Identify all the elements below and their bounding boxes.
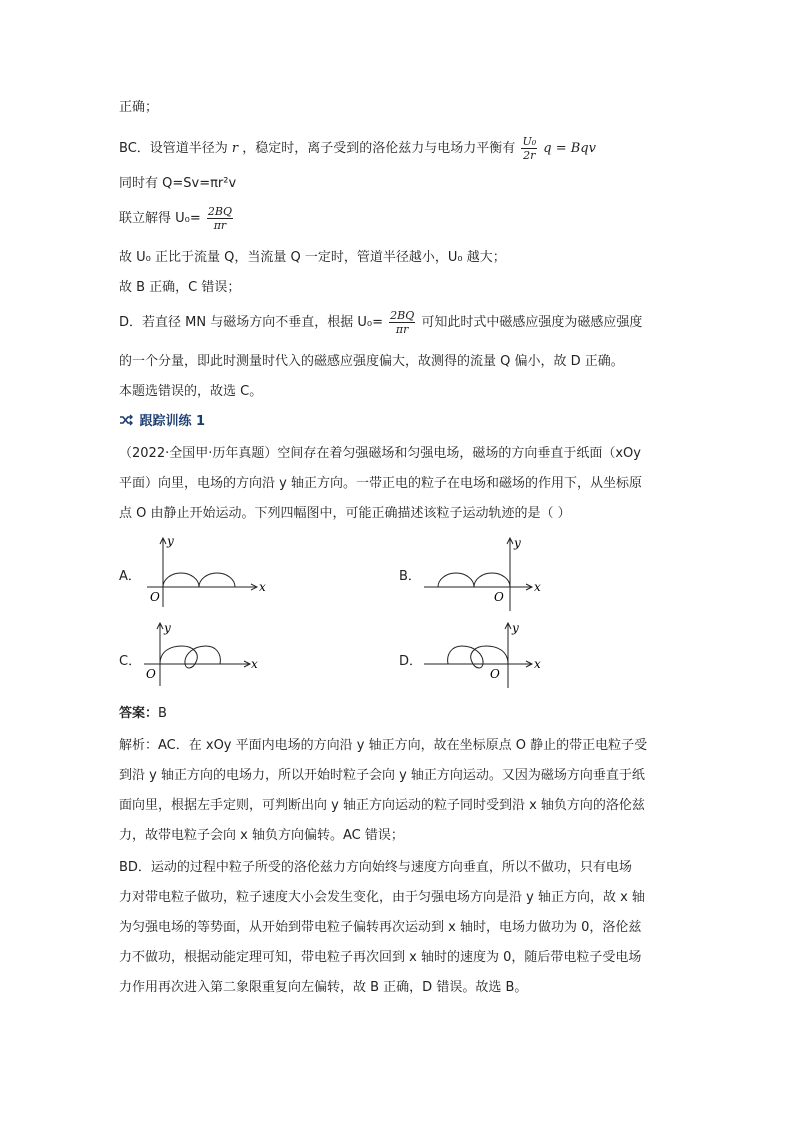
solution-line-3: 同时有 Q=Sv=πr²v	[119, 176, 237, 191]
origin-label: O	[490, 667, 500, 681]
d-prefix: D．若直径 MN 与磁场方向不垂直，根据 U₀=	[119, 315, 383, 330]
answer-line	[119, 704, 167, 724]
option-b-label: B．	[399, 569, 421, 584]
bc-r: r	[231, 141, 239, 156]
d-tail: 可知此时式中磁感应强度为磁感应强度	[421, 315, 643, 330]
option-a-label: A．	[119, 569, 141, 584]
bc-mid: ，稳定时，离子受到的洛伦兹力与电场力平衡有	[242, 141, 516, 156]
question-line-1: （2022·全国甲·历年真题）空间存在着匀强磁场和匀强电场，磁场的方向垂直于纸面（xOy	[119, 446, 641, 461]
line4-fraction	[207, 205, 233, 232]
explanation-line-1: 解析：AC．在 xOy 平面内电场的方向沿 y 轴正方向，故在坐标原点 O 静止的带正电粒子受	[119, 738, 648, 753]
origin-label: O	[494, 590, 504, 604]
solution-line-1: 正确；	[119, 100, 159, 115]
line4-fraction-numerator: 2BQ	[207, 205, 233, 218]
answer-value: B	[158, 706, 167, 721]
explanation-line-8: 力不做功，根据动能定理可知，带电粒子再次回到 x 轴时的速度为 0，随后带电粒子受电场	[119, 950, 642, 965]
axis-x-label: x	[534, 657, 541, 671]
explanation-line-3: 面向里，根据左手定则，可判断出向 y 轴正方向运动的粒子同时受到沿 x 轴负方向的洛伦兹	[119, 798, 645, 813]
explanation-line-4: 力，故带电粒子会向 x 轴负方向偏转。AC 错误；	[119, 828, 404, 843]
origin-label: O	[146, 667, 156, 681]
axis-x-label: x	[259, 580, 266, 594]
explanation-line-2: 到沿 y 轴正方向的电场力，所以开始时粒子会向 y 轴正方向运动。又因为磁场方向垂直于纸	[119, 768, 645, 783]
solution-line-bc	[119, 134, 596, 164]
axis-x-label: x	[251, 657, 258, 671]
solution-line-4	[119, 204, 235, 234]
explanation-line-5: BD．运动的过程中粒子所受的洛伦兹力方向始终与速度方向垂直，所以不做功，只有电场	[119, 860, 632, 875]
option-d-label: D．	[399, 654, 423, 669]
question-line-2: 平面）向里，电场的方向沿 y 轴正方向。一带正电的粒子在电场和磁场的作用下，从坐标原	[119, 476, 642, 491]
solution-line-6: 故 B 正确，C 错误；	[119, 280, 241, 295]
section-title: 跟踪训练 1	[139, 414, 206, 429]
option-c-label: C．	[119, 654, 142, 669]
option-c-diagram	[140, 620, 265, 690]
axis-y-label: y	[514, 536, 521, 550]
d-fraction	[389, 309, 415, 336]
axis-y-label: y	[512, 621, 519, 635]
axis-y-label: y	[167, 535, 174, 548]
bc-fraction	[521, 135, 537, 162]
axis-y-label: y	[164, 621, 171, 635]
solution-line-9: 本题选错误的，故选 C。	[119, 384, 263, 399]
question-line-3: 点 O 由静止开始运动。下列四幅图中，可能正确描述该粒子运动轨迹的是（ ）	[119, 506, 571, 521]
explanation-line-7: 为匀强电场的等势面，从开始到带电粒子偏转再次运动到 x 轴时，电场力做功为 0，洛伦兹	[119, 920, 642, 935]
d-fraction-numerator: 2BQ	[390, 309, 415, 322]
shuffle-icon	[119, 413, 133, 425]
d-fraction-denominator: πr	[395, 323, 409, 336]
option-b-diagram	[420, 535, 550, 615]
axis-x-label: x	[534, 580, 541, 594]
option-d-diagram	[420, 620, 550, 690]
line4-fraction-denominator: πr	[213, 219, 227, 232]
solution-line-d	[119, 308, 642, 338]
bc-fraction-numerator: U₀	[522, 135, 537, 148]
bc-tail: q = Bqv	[543, 141, 596, 156]
option-a-diagram	[145, 535, 270, 615]
line4-prefix: 联立解得 U₀=	[119, 211, 201, 226]
answer-label: 答案：	[119, 706, 159, 721]
solution-line-5: 故 U₀ 正比于流量 Q，当流量 Q 一定时，管道半径越小，U₀ 越大；	[119, 250, 506, 265]
bc-prefix: BC．设管道半径为	[119, 141, 228, 156]
section-heading	[119, 412, 205, 432]
explanation-line-9: 力作用再次进入第二象限重复向左偏转，故 B 正确，D 错误。故选 B。	[119, 980, 528, 995]
bc-fraction-denominator: 2r	[523, 149, 536, 162]
solution-line-8: 的一个分量，即此时测量时代入的磁感应强度偏大，故测得的流量 Q 偏小，故 D 正确。	[119, 354, 624, 369]
explanation-line-6: 力对带电粒子做功，粒子速度大小会发生变化，由于匀强电场方向是沿 y 轴正方向，故 x 轴	[119, 890, 645, 905]
origin-label: O	[150, 590, 160, 604]
